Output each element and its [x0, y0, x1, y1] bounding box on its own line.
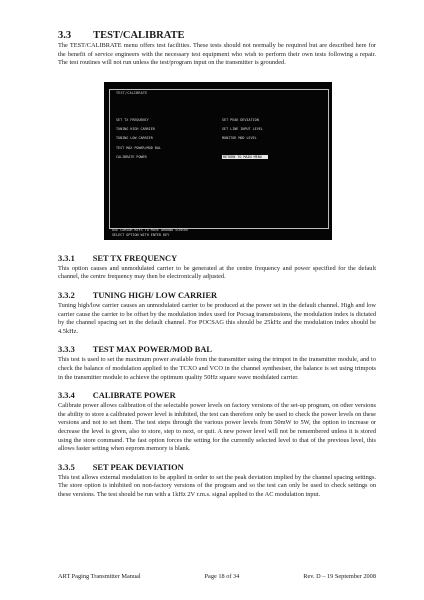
subsection-paragraph: This test is used to set the maximum power available from the transmitter using the trimpot in the transmitter module, and to check the balance of modulation applied to the TCXO and VCO in the channel synthesiser, the balance is set using trimpots in the transmitter module to achieve the optimum quality 50Hz square wave modulated carrier. — [58, 356, 376, 381]
section-title: TEST/CALIBRATE — [93, 30, 185, 41]
subsection-title: TEST MAX POWER/MOD BAL — [92, 345, 212, 355]
subsection-number: 3.3.1 — [58, 253, 75, 263]
section-heading — [58, 30, 376, 42]
document-page — [58, 30, 376, 499]
intro-paragraph: The TEST/CALIBRATE menu offers test facilities. These tests should not normally be required but are described here for the benefit of service engineers with the necessary test equipment who wish to perform their own tests following a repair. The test routines will not run unless the test/program input on the transmitter is grounded. — [58, 42, 376, 67]
menu-item-calibrate-power: CALIBRATE POWER — [116, 154, 147, 159]
subsection-title: SET TX FREQUENCY — [92, 253, 178, 263]
hint-line-1: USE CURSOR KEYS TO MOVE AROUND SCREEN — [112, 227, 188, 232]
menu-item-test-max-power: TEST MAX POWER/MOD BAL — [116, 145, 161, 150]
test-calibrate-screen-figure — [104, 82, 332, 240]
menu-item-set-peak-deviation: SET PEAK DEVIATION — [222, 117, 259, 122]
menu-item-blank — [222, 144, 268, 153]
subsection-number: 3.3.5 — [58, 462, 75, 472]
hint-line-2: SELECT OPTION WITH ENTER KEY — [112, 232, 170, 237]
footer-page-number: Page 18 of 34 — [204, 573, 240, 580]
subsection-heading — [58, 345, 376, 355]
subsection-number: 3.3.4 — [58, 391, 75, 401]
screen-hint — [112, 228, 188, 238]
subsection-number: 3.3.3 — [58, 345, 75, 355]
subsection-paragraph: Tuning high/low carrier causes an unmodulated carrier to be produced at the power set in the default channel. High and low carrier cause the carrier to be offset by the modulation index used for Pocsag transmissions, the modulation index is dictated by the channel spacing set in the default channel. For POCSAG this should be 25kHz and the modulation index should be 4.5kHz. — [58, 301, 376, 335]
screen-menu-right — [222, 116, 268, 162]
section-number: 3.3 — [58, 30, 72, 41]
subsection-title: TUNING HIGH/ LOW CARRIER — [92, 290, 218, 300]
subsection-number: 3.3.2 — [58, 290, 75, 300]
subsection-heading — [58, 391, 376, 401]
footer-manual-title: ART Paging Transmitter Manual — [58, 573, 141, 580]
subsection-paragraph: This option causes and unmodulated carrier to be generated at the centre frequency and power specified for the default channel, the centre frequency may then be electronically adjusted. — [58, 264, 376, 281]
menu-item-set-tx-frequency: SET TX FREQUENCY — [116, 117, 149, 122]
page-footer — [58, 573, 376, 580]
menu-item-monitor-mod-level: MONITOR MOD LEVEL — [222, 136, 257, 141]
screen-title: TEST/CALIBRATE — [116, 90, 148, 95]
subsection-paragraph: This test allows external modulation to be applied in order to set the peak deviation implied by the channel spacing settings. The store option is inhibited on non-factory versions of the program and so the test can only be used to check settings on these versions. The test should be run with a 1kHz 2V r.m.s. signal applied to the AC modulation input. — [58, 473, 376, 498]
footer-revision: Rev. D – 19 September 2008 — [303, 573, 376, 580]
subsection-title: CALIBRATE POWER — [92, 391, 176, 401]
menu-item-set-line-input-level: SET LINE INPUT LEVEL — [222, 127, 263, 132]
subsection-heading — [58, 291, 376, 301]
subsection-heading — [58, 254, 376, 264]
screen-frame — [109, 89, 329, 229]
subsection-paragraph: Calibrate power allows calibration of the selectable power levels on factory versions of the set-up program, on other versions the ability to store a calibrated power level is inhibited, the test can therefore only be used to check the power levels on these versions and not to set them. The test steps through the various power levels from 50mW to 5W, the option to increase or decrease the level is given, also to store, step to next, or quit. A new power level will not be remembered unless it is stored using the store command. The fast option forces the setting for the currently selected level to that of the previous level, this allows faster setting when eeprom memory is blank. — [58, 402, 376, 453]
subsection-title: SET PEAK DEVIATION — [92, 462, 184, 472]
menu-item-return-to-main-menu: RETURN TO MAIN MENU — [222, 155, 268, 159]
subsection-heading — [58, 463, 376, 473]
menu-item-tuning-low-carrier: TUNING LOW CARRIER — [116, 136, 153, 141]
menu-item-tuning-high-carrier: TUNING HIGH CARRIER — [116, 127, 155, 132]
screen-menu-left — [116, 116, 161, 162]
